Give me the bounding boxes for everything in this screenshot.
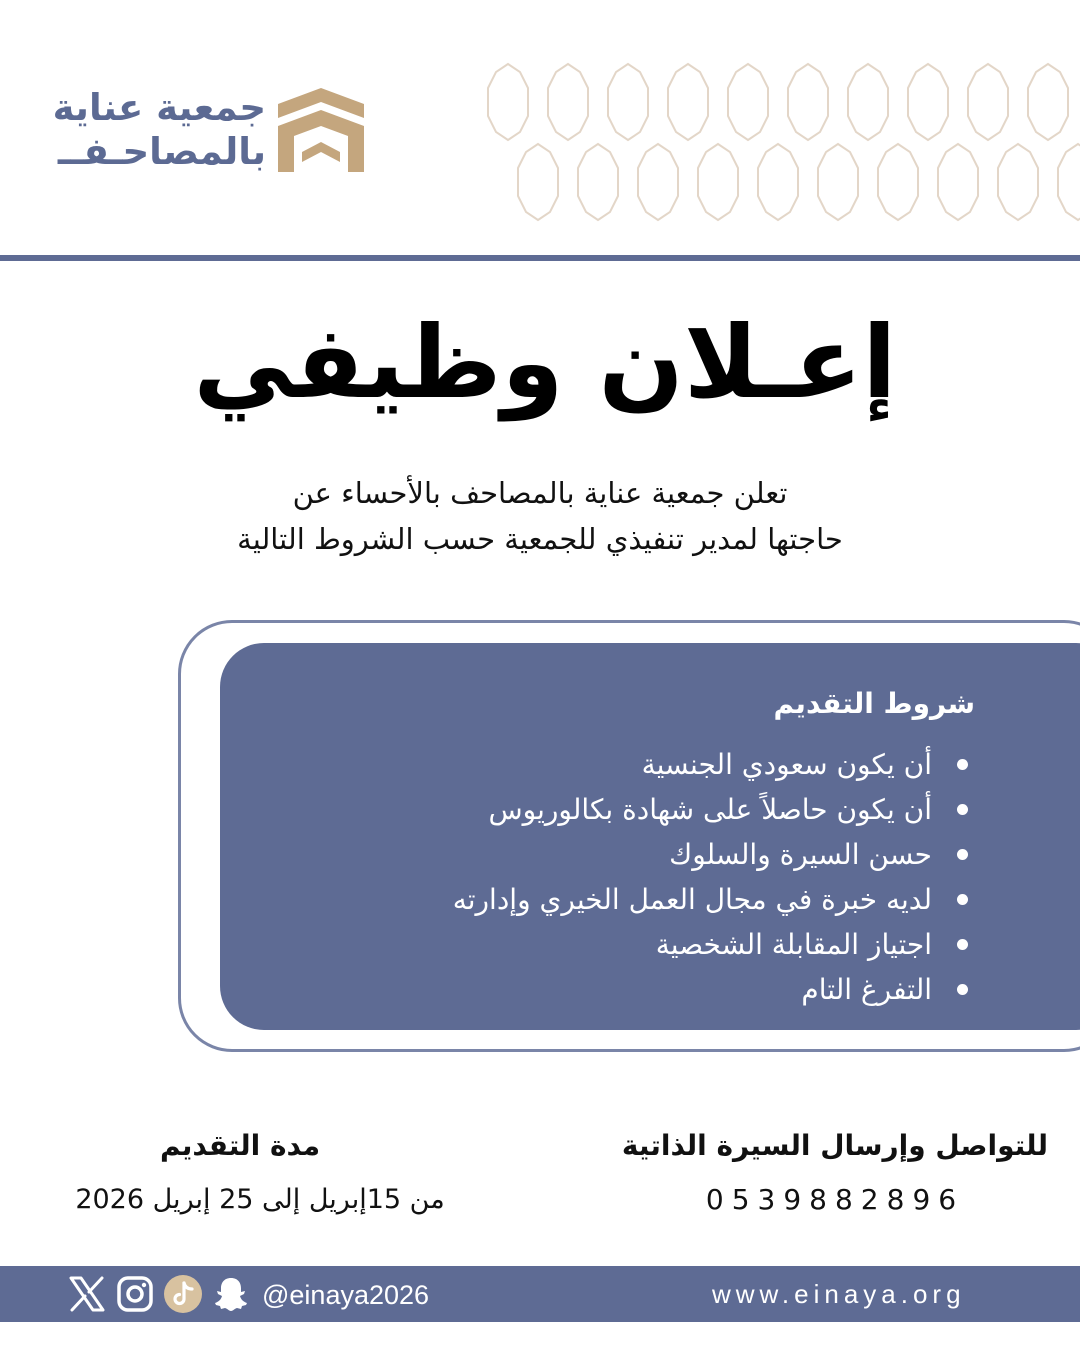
requirement-item [453,922,968,967]
bullet-icon [957,939,968,950]
requirements-list [453,742,968,1012]
bullet-icon [957,804,968,815]
requirement-item [453,787,968,832]
instagram-icon[interactable] [114,1273,156,1315]
social-handle[interactable]: @einaya2026 [262,1280,430,1310]
book-chevron-logo-icon [278,88,364,174]
requirement-text: حسن السيرة والسلوك [669,838,932,871]
requirement-item [453,832,968,877]
page-title: إعـلان وظيفي [193,304,897,421]
org-name-line1: جمعية عناية [52,86,266,129]
org-logo [52,82,374,182]
x-icon[interactable] [66,1273,108,1315]
snapchat-icon[interactable] [210,1273,252,1315]
requirement-item [453,967,968,1012]
bullet-icon [957,849,968,860]
requirement-text: أن يكون حاصلاً على شهادة بكالوريوس [488,793,932,826]
website-link[interactable]: www.einaya.org [712,1279,966,1309]
requirements-title: شروط التقديم [773,687,975,720]
arabesque-pattern-icon [480,60,1080,225]
requirement-text: اجتياز المقابلة الشخصية [655,928,932,961]
intro-line-1: تعلن جمعية عناية بالمصاحف بالأحساء عن [292,476,788,510]
contact-title: للتواصل وإرسال السيرة الذاتية [621,1129,1048,1162]
tiktok-icon[interactable] [162,1273,204,1315]
application-period-title: مدة التقديم [159,1129,321,1162]
application-period-dates: من 15إبريل إلى 25 إبريل 2026 [75,1184,445,1215]
bullet-icon [957,984,968,995]
phone-number[interactable]: 0539882896 [705,1183,965,1216]
header-divider [0,255,1080,261]
org-name-line2: بالمصاحـفــ [57,130,266,173]
requirement-item [453,742,968,787]
bullet-icon [957,894,968,905]
intro-line-2: حاجتها لمدير تنفيذي للجمعية حسب الشروط التالية [237,522,843,556]
bullet-icon [957,759,968,770]
requirement-text: أن يكون سعودي الجنسية [641,748,932,781]
requirement-item [453,877,968,922]
requirement-text: لديه خبرة في مجال العمل الخيري وإدارته [452,883,932,916]
requirement-text: التفرغ التام [801,973,932,1006]
intro-text [140,470,940,562]
org-name [53,86,266,174]
